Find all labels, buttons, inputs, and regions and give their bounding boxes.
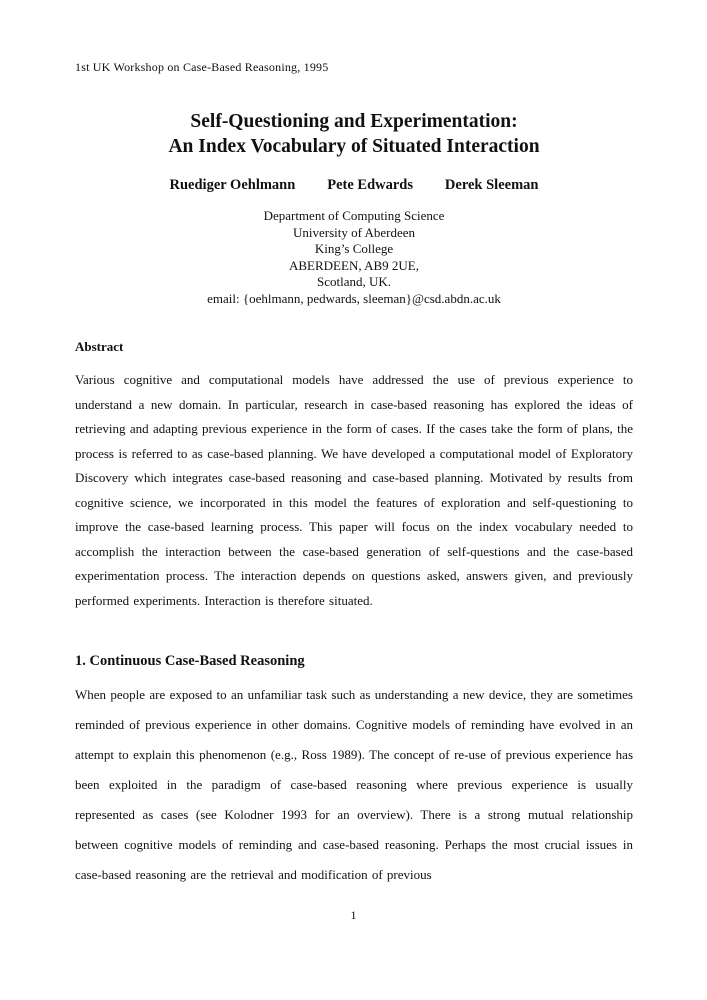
author-name: Ruediger Oehlmann — [169, 177, 296, 193]
paper-title-line-1: Self-Questioning and Experimentation: — [190, 111, 518, 132]
paper-title — [75, 109, 633, 159]
affiliation-email: email: {oehlmann, pedwards, sleeman}@csd.abdn.ac.uk — [207, 290, 501, 306]
section-1-paragraph: When people are exposed to an unfamiliar task such as understanding a new device, they are sometimes reminded of previous experience in other domains. Cognitive models of reminding have evolved in an attempt to explain this phenomenon (e.g., Ross 1989). The concept of re-use of previous experience has been exploited in the paradigm of case-based reasoning where previous experience is usually represented as cases (see Kolodner 1993 for an overview). There is a strong mutual relationship between cognitive models of reminding and case-based reasoning. Perhaps the most crucial issues in case-based reasoning are the retrieval and modification of previous — [75, 687, 633, 882]
abstract-paragraph: Various cognitive and computational models have addressed the use of previous experience to understand a new domain. In particular, research in case-based reasoning has explored the ideas of retrieving and adapting previous experience in the form of cases. If the cases take the form of plans, the process is referred to as case-based planning. We have developed a computational model of Exploratory Discovery which integrates case-based reasoning and case-based planning. Motivated by results from cognitive science, we incorporated in this model the features of exploration and self-questioning to improve the case-based learning process. This paper will focus on the index vocabulary needed to accomplish the interaction between the case-based generation of self-questions and the case-based experimentation process. The interaction depends on questions asked, answers given, and previously performed experiments. Interaction is therefore situated. — [75, 372, 633, 608]
affiliation-college: King’s College — [314, 241, 394, 256]
affiliation-university: University of Aberdeen — [292, 224, 416, 240]
page-number: 1 — [350, 908, 357, 922]
abstract-heading: Abstract — [75, 339, 124, 354]
page-content — [75, 0, 633, 903]
affiliation-country: Scotland, UK. — [316, 274, 392, 289]
section-1-heading: 1. Continuous Case-Based Reasoning — [75, 653, 305, 669]
affiliation-department: Department of Computing Science — [263, 208, 445, 223]
author-name: Derek Sleeman — [444, 177, 539, 193]
running-head: 1st UK Workshop on Case-Based Reasoning, 1995 — [75, 60, 329, 74]
author-name: Pete Edwards — [327, 177, 414, 193]
paper-title-line-2: An Index Vocabulary of Situated Interaction — [168, 136, 540, 157]
author-list — [75, 177, 633, 194]
affiliation-block — [75, 208, 633, 307]
affiliation-city: ABERDEEN, AB9 2UE, — [289, 257, 419, 273]
